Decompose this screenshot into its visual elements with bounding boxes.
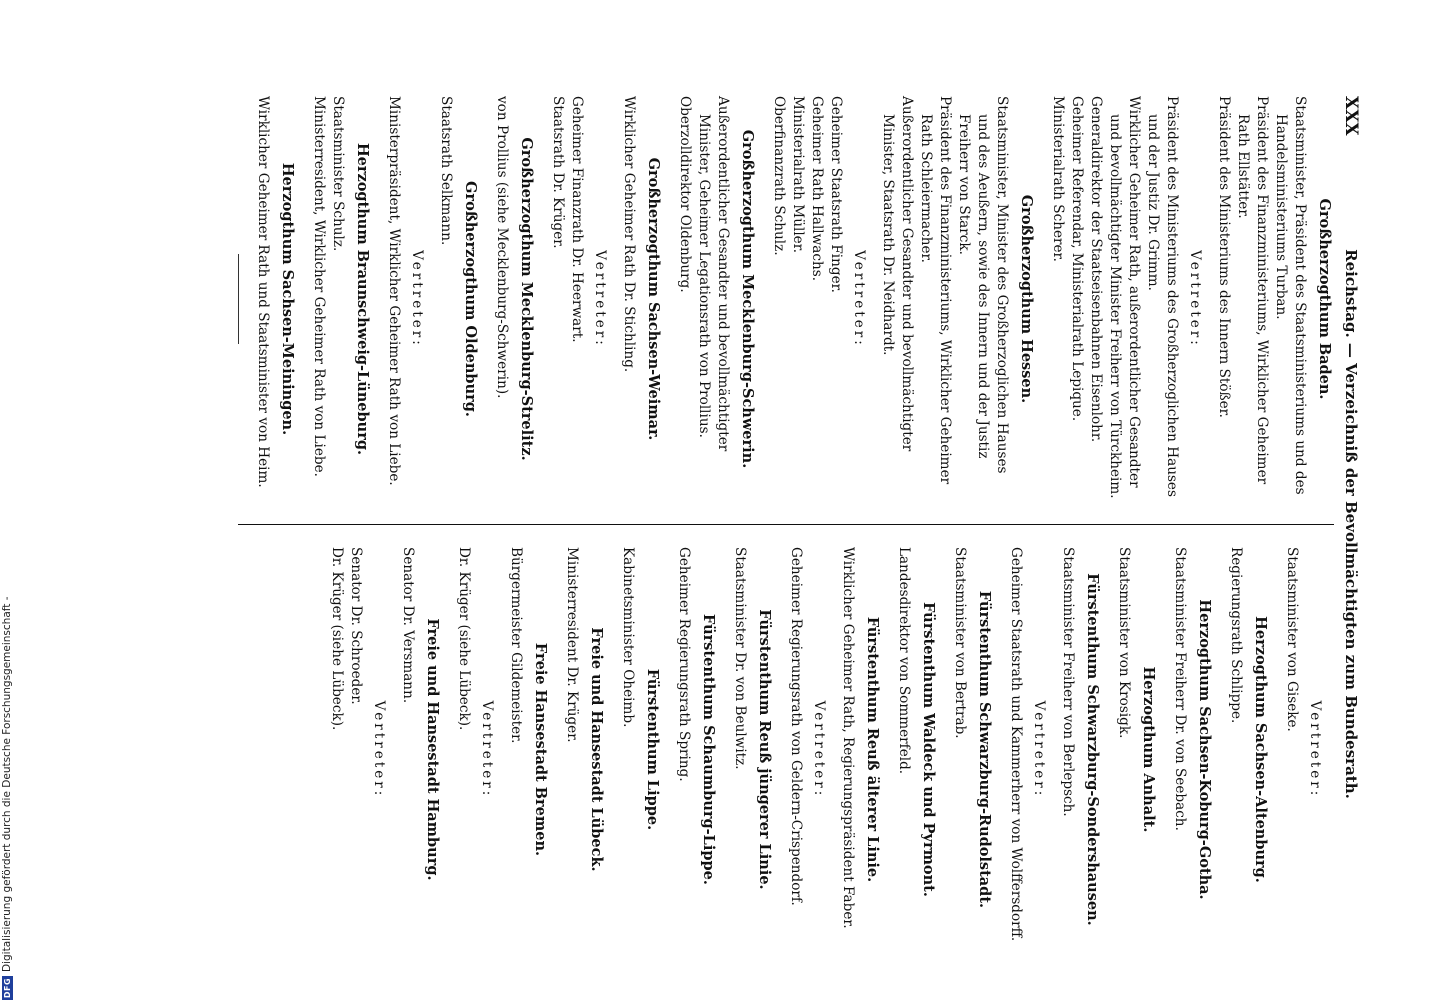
deputy-entry: Geheimer Staatsrath und Kammerherr von Wolffersdorff. — [1008, 547, 1024, 942]
state-heading: Freie und Hansestadt Lübeck. — [588, 627, 605, 872]
stamp-text: Digitalisierung gefördert durch die Deutsche Forschungsgemeinschaft - — [1, 596, 13, 972]
deputy-entry: Geheimer Referendar, Ministerialrath Lepique. — [1069, 96, 1085, 422]
deputy-entry: Geheimer Rath Hallwachs. — [809, 96, 825, 282]
member-entry: Staatsminister Dr. von Beulwitz. — [732, 547, 748, 770]
deputy-entry: Wirklicher Geheimer Rath, außerordentlicher Gesandter und bevollmächtigter Minister Freiherr von Türckheim. — [1107, 96, 1142, 499]
member-entry: Ministerresident, Wirklicher Geheimer Rath von Liebe. — [311, 96, 327, 477]
state-heading: Fürstenthum Waldeck und Pyrmont. — [920, 602, 937, 897]
state-section — [309, 96, 372, 502]
state-section — [1170, 547, 1214, 952]
deputies-label: Vertreter: — [1031, 700, 1047, 799]
state-section — [1114, 547, 1158, 952]
member-entry: Wirklicher Geheimer Rath und Staatsminister von Heim. — [255, 96, 271, 488]
state-section — [786, 547, 882, 952]
state-heading: Großherzogthum Oldenburg. — [462, 181, 479, 417]
rotated-document-page — [16, 0, 1416, 1000]
state-section — [492, 96, 536, 502]
state-section — [674, 547, 718, 952]
state-heading: Freie und Hansestadt Hamburg. — [424, 618, 441, 881]
two-column-body — [238, 96, 1334, 952]
state-heading: Großherzogthum Mecklenburg-Schwerin. — [739, 129, 756, 469]
state-heading: Herzogthum Sachsen-Koburg-Gotha. — [1196, 599, 1213, 900]
state-section — [1282, 547, 1324, 952]
dfg-logo: DFG — [2, 977, 12, 999]
deputy-entry: Ministerialrath Scherer. — [1050, 96, 1066, 262]
deputies-label: Vertreter: — [479, 700, 495, 799]
deputy-entry: Oberfinanzrath Schulz. — [771, 96, 787, 256]
deputy-entry: Generaldirektor der Staatseisenbahnen Eisenlohr. — [1088, 96, 1104, 443]
state-heading: Fürstenthum Schwarzburg-Sondershausen. — [1084, 573, 1101, 926]
state-heading: Fürstenthum Schaumburg-Lippe. — [700, 614, 717, 885]
state-section — [675, 96, 757, 502]
deputy-entry: Ministerialrath Müller. — [790, 96, 806, 254]
deputy-entry: Präsident des Ministeriums des Großherzoglichen Hauses und der Justiz Dr. Grimm. — [1145, 96, 1180, 497]
member-entry: Staatsrath Selkmann. — [438, 96, 454, 246]
state-section — [894, 547, 938, 952]
member-entry: Wirklicher Geheimer Rath Dr. Stichling. — [621, 96, 637, 373]
state-heading: Fürstenthum Reuß älterer Linie. — [864, 616, 881, 883]
state-heading: Herzogthum Braunschweig-Lüneburg. — [354, 142, 371, 456]
deputies-label: Vertreter: — [592, 250, 608, 348]
member-entry: Regierungsrath Schlippe. — [1228, 547, 1244, 724]
member-entry: Senator Dr. Versmann. — [400, 547, 416, 704]
state-section — [1006, 547, 1102, 952]
deputy-entry: Dr. Krüger (siehe Lübeck). — [456, 547, 472, 731]
state-section — [562, 547, 606, 952]
section-end-rule — [238, 254, 239, 344]
left-column — [238, 96, 1334, 524]
member-entry: Staatsminister, Präsident des Staatsministeriums und des Handelsministeriums Turban. — [1273, 96, 1308, 495]
state-section — [618, 547, 662, 952]
member-entry: Landesdirektor von Sommerfeld. — [896, 547, 912, 775]
member-entry: Staatsminister, Minister des Großherzoglichen Hauses und des Aeußern, sowie des Innern und der Justiz Freiherr von Starck. — [956, 96, 1010, 474]
state-section — [454, 547, 550, 952]
state-heading: Fürstenthum Reuß jüngerer Linie. — [756, 609, 773, 890]
member-entry: Ministerresident Dr. Krüger. — [564, 547, 580, 743]
digitization-stamp — [0, 0, 14, 1000]
member-entry: Bürgermeister Gildemeister. — [508, 547, 524, 744]
state-section — [950, 547, 994, 952]
state-heading: Fürstenthum Lippe. — [644, 668, 661, 831]
state-section — [769, 96, 1036, 502]
deputy-entry: Geheimer Regierungsrath von Geldern-Crispendorf. — [788, 547, 804, 906]
state-heading: Herzogthum Anhalt. — [1140, 666, 1157, 833]
state-heading: Großherzogthum Sachsen-Weimar. — [645, 157, 662, 441]
state-section — [327, 547, 442, 952]
member-entry: Präsident des Finanzministeriums, Wirklicher Geheimer Rath Schleiermacher. — [918, 96, 953, 485]
state-heading: Großherzogthum Mecklenburg-Strelitz. — [518, 137, 535, 461]
right-column — [238, 524, 1334, 952]
state-section — [384, 96, 480, 502]
member-entry: Wirklicher Geheimer Rath, Regierungspräsident Faber. — [840, 547, 856, 929]
deputy-entry: Ministerpräsident, Wirklicher Geheimer Rath von Liebe. — [386, 96, 402, 486]
state-section — [730, 547, 774, 952]
member-entry: Staatsminister Freiherr Dr. von Seebach. — [1172, 547, 1188, 831]
state-heading: Herzogthum Sachsen-Meiningen. — [279, 162, 296, 436]
deputies-label: Vertreter: — [409, 250, 425, 348]
deputy-entry: Dr. Krüger (siehe Lübeck). — [329, 547, 345, 731]
page-title: Reichstag. — Verzeichniß der Bevollmächtigten zum Bundesrath. — [1342, 249, 1360, 799]
deputy-entry: Staatsrath Dr. Krüger. — [550, 96, 566, 249]
state-heading: Großherzogthum Baden. — [1316, 198, 1333, 400]
state-section — [548, 96, 663, 502]
member-entry: Kabinetsminister Oheimb. — [620, 547, 636, 728]
member-entry: Präsident des Finanzministeriums, Wirklicher Geheimer Rath Ellstätter. — [1235, 96, 1270, 485]
page-header — [1334, 96, 1360, 952]
state-heading: Freie Hansestadt Bremen. — [532, 642, 549, 857]
member-entry: Staatsminister Schulz. — [330, 96, 346, 252]
state-heading: Großherzogthum Hessen. — [1018, 194, 1035, 404]
member-entry: Außerordentlicher Gesandter und bevollmächtigter Minister, Geheimer Legationsrath von Prollius. — [696, 96, 731, 452]
state-section — [1048, 96, 1334, 502]
page-number: XXX — [1341, 96, 1361, 136]
deputy-entry: Staatsminister von Giseke. — [1284, 547, 1300, 732]
state-section — [1226, 547, 1270, 952]
deputies-label: Vertreter: — [1187, 250, 1203, 348]
member-entry: Außerordentlicher Gesandter und bevollmächtigter Minister, Staatsrath Dr. Neidhardt. — [880, 96, 915, 452]
deputies-label: Vertreter: — [851, 250, 867, 348]
deputies-label: Vertreter: — [811, 700, 827, 799]
member-entry: Oberzolldirektor Oldenburg. — [677, 96, 693, 293]
deputy-entry: Geheimer Finanzrath Dr. Heerwart. — [569, 96, 585, 343]
deputy-entry: Senator Dr. Schroeder. — [348, 547, 364, 705]
member-entry: Staatsminister von Bertrab. — [952, 547, 968, 739]
member-entry: Staatsminister von Krosigk. — [1116, 547, 1132, 739]
state-heading: Herzogthum Sachsen-Altenburg. — [1252, 616, 1269, 883]
member-entry: Präsident des Ministeriums des Innern Stößer. — [1216, 96, 1232, 418]
member-entry: Geheimer Regierungsrath Spring. — [676, 547, 692, 782]
state-heading: Fürstenthum Schwarzburg-Rudolstadt. — [976, 590, 993, 909]
deputies-label: Vertreter: — [1307, 700, 1323, 799]
deputy-entry: Geheimer Staatsrath Finger. — [828, 96, 844, 293]
deputies-label: Vertreter: — [371, 700, 387, 799]
state-section — [253, 96, 297, 502]
member-entry: von Prollius (siehe Mecklenburg-Schwerin). — [494, 96, 510, 399]
member-entry: Staatsminister Freiherr von Berlepsch. — [1060, 547, 1076, 817]
